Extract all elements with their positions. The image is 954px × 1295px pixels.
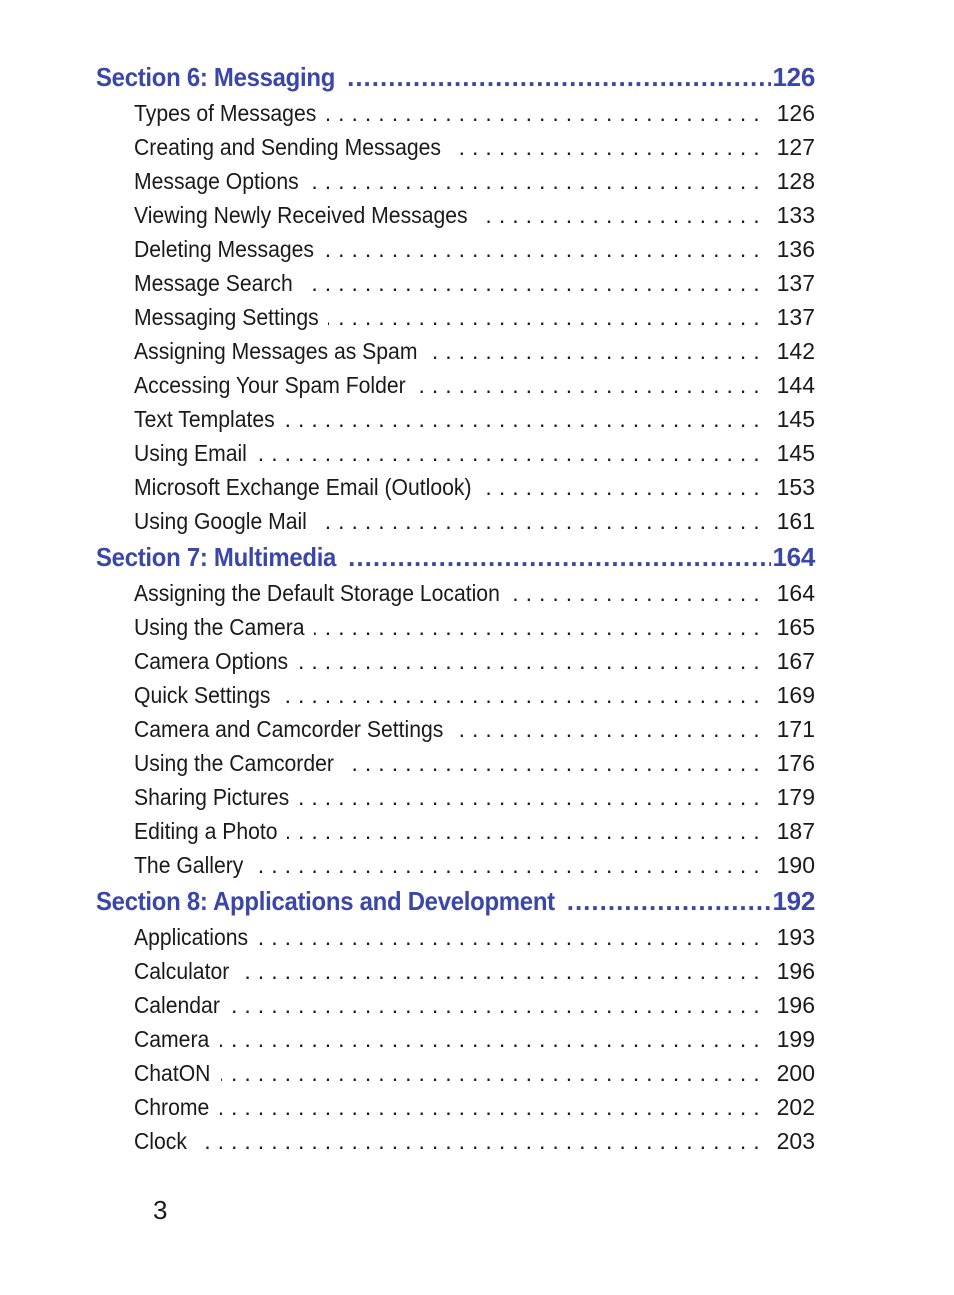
toc-entry[interactable] [134, 920, 815, 954]
entry-title: Assigning the Default Storage Location [134, 580, 500, 606]
toc-entry[interactable] [134, 610, 815, 644]
entry-title: Creating and Sending Messages [134, 134, 442, 160]
dot-leader [481, 470, 767, 504]
toc-entry[interactable] [134, 988, 815, 1022]
entry-page-number: 196 [776, 958, 815, 984]
entry-page-number: 142 [776, 338, 815, 364]
dot-leader [477, 198, 766, 232]
entry-page-number: 179 [776, 784, 815, 810]
toc-entry[interactable] [134, 1022, 815, 1056]
entry-title: ChatON [134, 1060, 211, 1086]
entry-page-number: 200 [776, 1060, 815, 1086]
entry-page-number: 144 [776, 372, 815, 398]
dot-leader [197, 1124, 767, 1158]
entry-page-number: 196 [776, 992, 815, 1018]
entry-page-number: 137 [776, 304, 815, 330]
toc-entry[interactable] [134, 300, 815, 334]
dot-leader [258, 920, 766, 954]
entry-page-number: 176 [776, 750, 815, 776]
dot-leader [300, 780, 767, 814]
dot-leader [254, 848, 767, 882]
toc-entry[interactable] [134, 232, 815, 266]
entry-title: Using Email [134, 440, 247, 466]
entry-title: Calendar [134, 992, 220, 1018]
toc-entry[interactable] [134, 334, 815, 368]
dot-leader [303, 266, 767, 300]
dot-leader [240, 954, 767, 988]
section-title: Section 7: Multimedia [96, 542, 337, 572]
entry-page-number: 203 [776, 1128, 815, 1154]
toc-entry[interactable] [134, 954, 815, 988]
entry-page-number: 137 [776, 270, 815, 296]
entry-page-number: 136 [776, 236, 815, 262]
entry-page-number: 133 [776, 202, 815, 228]
entry-title: The Gallery [134, 852, 244, 878]
entry-page-number: 153 [776, 474, 815, 500]
toc-entry[interactable] [134, 712, 815, 746]
dot-leader [451, 130, 767, 164]
entry-title: Using the Camera [134, 614, 305, 640]
page-number: 3 [153, 1195, 168, 1225]
entry-title: Messaging Settings [134, 304, 319, 330]
entry-page-number: 164 [776, 580, 815, 606]
section-page-number: 164 [772, 542, 815, 572]
entry-page-number: 190 [776, 852, 815, 878]
dot-leader [257, 436, 767, 470]
dot-leader [284, 402, 766, 436]
entry-page-number: 145 [776, 440, 815, 466]
entry-title: Using Google Mail [134, 508, 307, 534]
entry-title: Clock [134, 1128, 187, 1154]
dot-leader [428, 334, 767, 368]
entry-title: Viewing Newly Received Messages [134, 202, 468, 228]
entry-page-number: 202 [776, 1094, 815, 1120]
dot-leader [298, 644, 767, 678]
dot-leader [328, 300, 766, 334]
toc-entry[interactable] [134, 1124, 815, 1158]
section-title: Section 6: Messaging [96, 62, 336, 92]
section-page-number: 126 [772, 62, 815, 92]
entry-page-number: 171 [776, 716, 815, 742]
entry-title: Message Search [134, 270, 293, 296]
entry-title: Text Templates [134, 406, 275, 432]
dot-leader [317, 504, 767, 538]
entry-page-number: 127 [776, 134, 815, 160]
dot-leader [308, 164, 766, 198]
dot-leader [221, 1056, 767, 1090]
toc-entry[interactable] [134, 644, 815, 678]
toc-entry[interactable] [134, 436, 815, 470]
entry-title: Types of Messages [134, 100, 317, 126]
toc-entry[interactable] [134, 780, 815, 814]
toc-entry[interactable] [134, 1056, 815, 1090]
toc-entry[interactable] [134, 746, 815, 780]
entry-title: Camera and Camcorder Settings [134, 716, 444, 742]
dot-leader [314, 610, 767, 644]
section-title: Section 8: Applications and Development [96, 886, 555, 916]
toc-entry[interactable] [134, 164, 815, 198]
dot-leader [415, 368, 766, 402]
entry-title: Microsoft Exchange Email (Outlook) [134, 474, 472, 500]
entry-page-number: 187 [776, 818, 815, 844]
entry-title: Camera Options [134, 648, 289, 674]
dot-leader [347, 58, 770, 96]
entry-page-number: 169 [776, 682, 815, 708]
table-of-contents [96, 58, 815, 1158]
toc-entry[interactable] [134, 504, 815, 538]
entry-title: Sharing Pictures [134, 784, 290, 810]
toc-entry[interactable] [134, 130, 815, 164]
toc-entry[interactable] [134, 198, 815, 232]
dot-leader [324, 232, 767, 266]
dot-leader [287, 814, 767, 848]
toc-entry[interactable] [134, 368, 815, 402]
entry-title: Camera [134, 1026, 210, 1052]
entry-title: Calculator [134, 958, 230, 984]
entry-page-number: 165 [776, 614, 815, 640]
toc-entry[interactable] [134, 266, 815, 300]
entry-title: Editing a Photo [134, 818, 278, 844]
toc-section-heading[interactable] [96, 58, 815, 96]
toc-entry[interactable] [134, 470, 815, 504]
dot-leader [348, 538, 770, 576]
entry-page-number: 193 [776, 924, 815, 950]
dot-leader [344, 746, 767, 780]
toc-entry[interactable] [134, 848, 815, 882]
toc-entry[interactable] [134, 814, 815, 848]
dot-leader [454, 712, 767, 746]
section-page-number: 192 [772, 886, 815, 916]
entry-title: Message Options [134, 168, 299, 194]
dot-leader [220, 1090, 767, 1124]
entry-page-number: 128 [776, 168, 815, 194]
toc-entry[interactable] [134, 678, 815, 712]
dot-leader [220, 1022, 767, 1056]
toc-section-heading[interactable] [96, 538, 815, 576]
dot-leader [567, 882, 771, 920]
entry-title: Accessing Your Spam Folder [134, 372, 406, 398]
entry-title: Quick Settings [134, 682, 271, 708]
entry-title: Chrome [134, 1094, 210, 1120]
entry-title: Using the Camcorder [134, 750, 334, 776]
toc-entry[interactable] [134, 96, 815, 130]
dot-leader [230, 988, 767, 1022]
entry-page-number: 126 [776, 100, 815, 126]
toc-entry[interactable] [134, 1090, 815, 1124]
dot-leader [510, 576, 767, 610]
entry-page-number: 145 [776, 406, 815, 432]
entry-title: Deleting Messages [134, 236, 314, 262]
toc-entry[interactable] [134, 402, 815, 436]
dot-leader [281, 678, 767, 712]
entry-page-number: 161 [776, 508, 815, 534]
toc-section-heading[interactable] [96, 882, 815, 920]
entry-title: Assigning Messages as Spam [134, 338, 418, 364]
entry-page-number: 199 [776, 1026, 815, 1052]
dot-leader [327, 96, 767, 130]
entry-title: Applications [134, 924, 249, 950]
entry-page-number: 167 [776, 648, 815, 674]
toc-entry[interactable] [134, 576, 815, 610]
